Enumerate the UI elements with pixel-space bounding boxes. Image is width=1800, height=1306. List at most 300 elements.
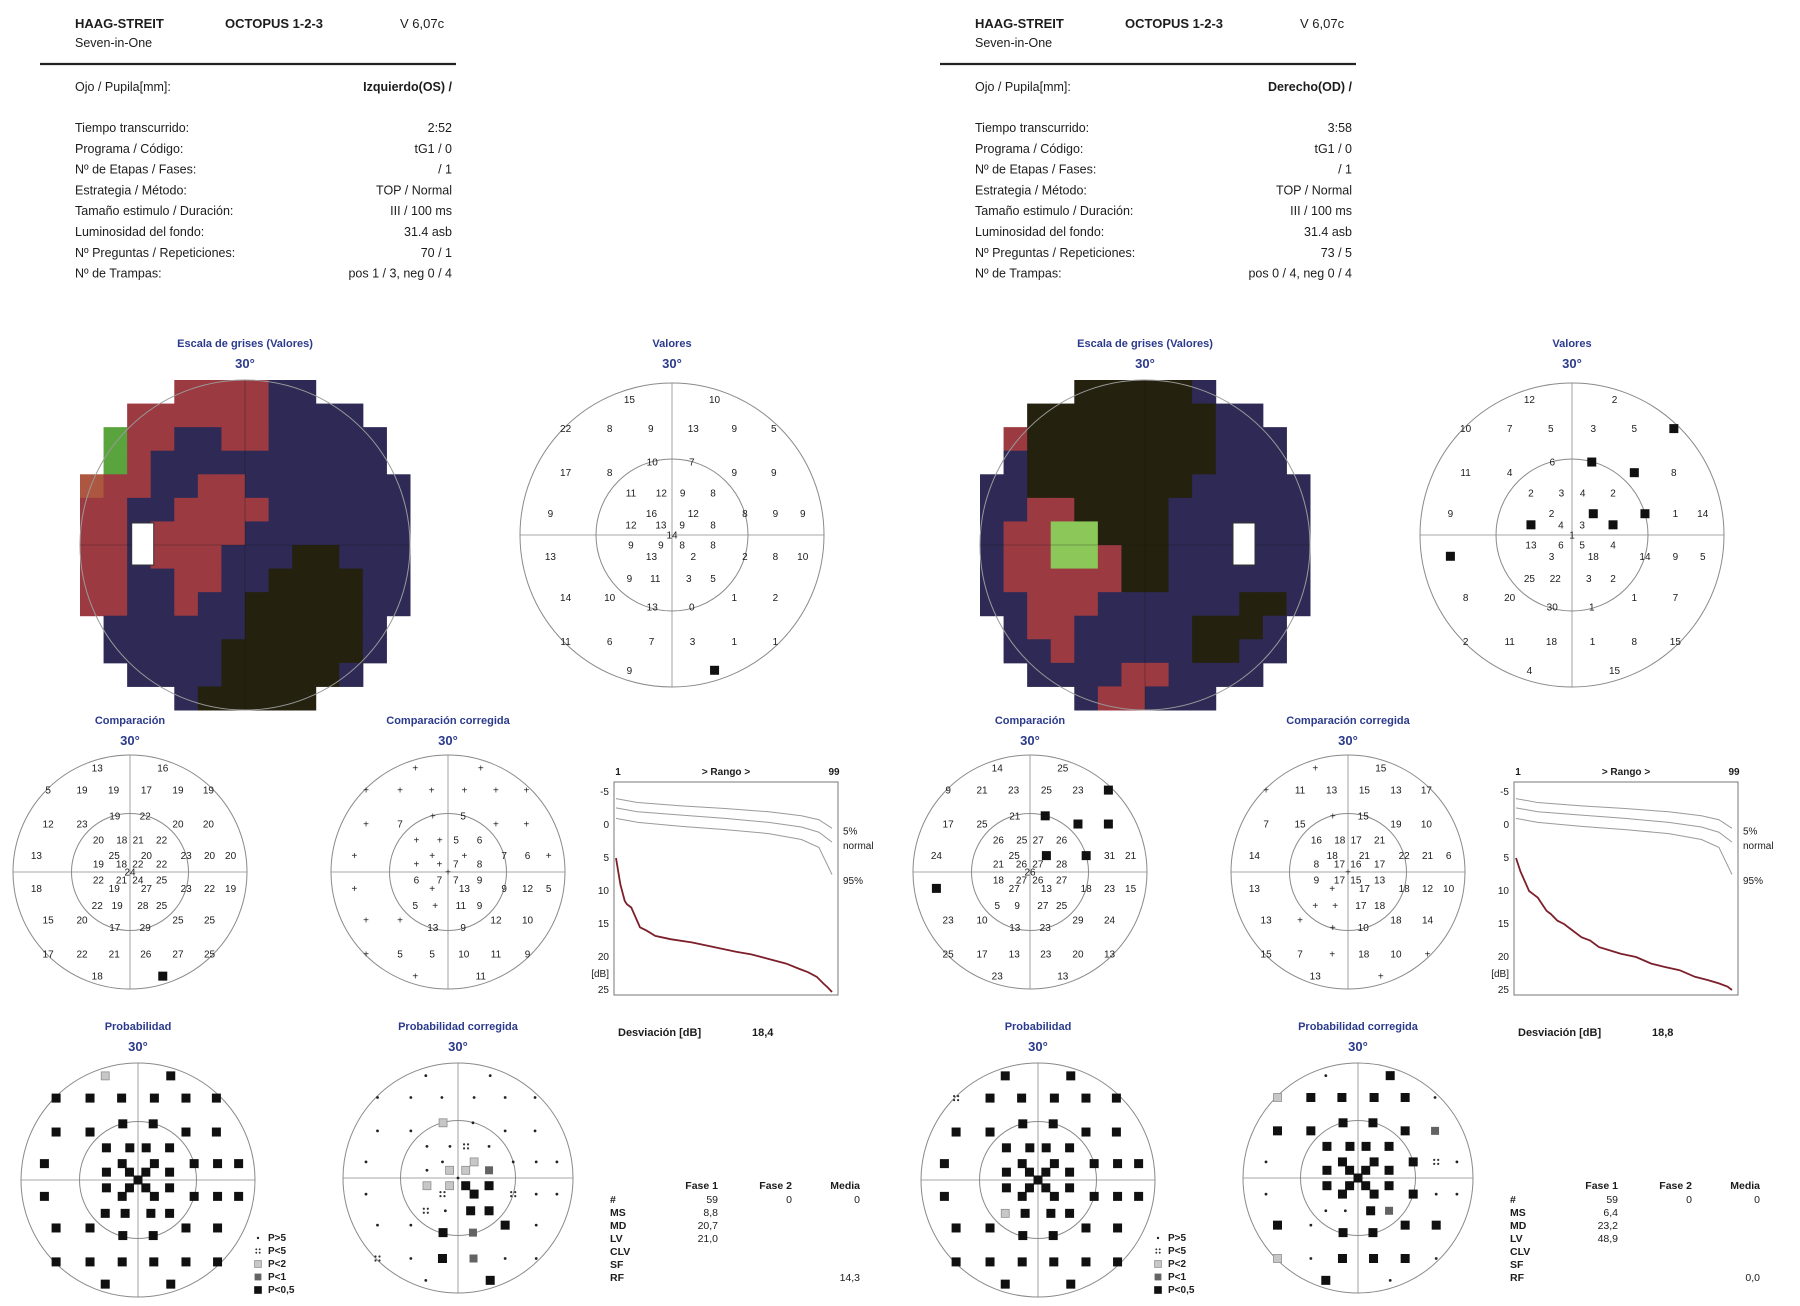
svg-text:19: 19	[92, 859, 104, 871]
p-lt05-square	[101, 1280, 110, 1289]
rango-right-label: normal	[843, 841, 874, 853]
svg-text:8: 8	[476, 859, 483, 871]
brand-name: HAAG-STREIT	[75, 16, 164, 31]
svg-text:13: 13	[687, 424, 699, 436]
map-cell	[151, 427, 175, 451]
p-lt5-dots	[1155, 1252, 1157, 1254]
p-gt5-dot	[1434, 1096, 1437, 1099]
svg-text:26: 26	[992, 835, 1004, 847]
svg-text:1: 1	[1672, 509, 1679, 521]
svg-text:5: 5	[771, 424, 777, 436]
p-gt5-dot	[457, 1177, 460, 1180]
svg-text:26: 26	[1015, 859, 1028, 871]
p-lt5-dots	[1155, 1248, 1157, 1250]
map-cell	[316, 592, 340, 616]
p-lt1-square	[1431, 1127, 1439, 1135]
comparacion-corregida-chart	[331, 715, 565, 989]
p-gt5-dot	[473, 1096, 476, 1099]
param-value: III / 100 ms	[390, 204, 452, 219]
map-cell	[1169, 545, 1193, 569]
p-lt05-square	[1018, 1231, 1027, 1240]
map-cell	[269, 616, 293, 640]
svg-text:15: 15	[42, 915, 54, 927]
map-cell	[174, 569, 198, 593]
svg-text:14: 14	[1697, 509, 1709, 521]
svg-text:1: 1	[772, 636, 779, 648]
map-cell	[1216, 616, 1240, 640]
map-cell	[1169, 686, 1193, 710]
brand-name: HAAG-STREIT	[975, 16, 1064, 31]
map-cell	[292, 498, 316, 522]
svg-text:18: 18	[30, 883, 42, 895]
p-lt05-square	[1113, 1223, 1122, 1232]
map-cell	[1169, 498, 1193, 522]
map-cell	[339, 498, 363, 522]
svg-text:20: 20	[202, 819, 214, 831]
desviacion-value: 18,4	[752, 1027, 774, 1039]
p-lt05-square	[181, 1223, 190, 1232]
map-cell	[221, 380, 245, 404]
svg-text:22: 22	[156, 835, 168, 847]
map-cell	[104, 474, 128, 498]
svg-text:12: 12	[521, 883, 534, 895]
svg-text:19: 19	[111, 900, 123, 912]
p-gt5-dot	[449, 1145, 452, 1148]
p-lt05-square	[1339, 1228, 1348, 1237]
param-value: 73 / 5	[1320, 245, 1352, 260]
param-value: 3:58	[1327, 121, 1352, 135]
map-cell	[1263, 569, 1287, 593]
p-gt5-dot	[535, 1224, 538, 1227]
map-cell	[127, 663, 151, 687]
software-version: V 6,07c	[1300, 16, 1345, 31]
p-lt05-square	[1049, 1257, 1058, 1266]
svg-text:23: 23	[1039, 923, 1051, 935]
map-cell	[151, 592, 175, 616]
map-cell	[386, 592, 410, 616]
rango-ytick: 25	[597, 985, 609, 996]
svg-text:27: 27	[172, 949, 184, 961]
map-cell	[104, 427, 128, 451]
comparacion-corregida-chart-degree-label: 30°	[438, 733, 458, 748]
svg-text:2: 2	[742, 551, 748, 563]
map-cell	[1074, 451, 1098, 475]
p-lt05-square	[940, 1159, 949, 1168]
defect-square	[1587, 458, 1596, 467]
p-lt05-square	[1002, 1168, 1011, 1177]
p-lt05-square	[234, 1159, 243, 1168]
map-cell	[1192, 592, 1216, 616]
svg-text:3: 3	[1590, 424, 1597, 436]
p-gt5-dot	[1265, 1161, 1268, 1164]
map-cell	[221, 545, 245, 569]
map-cell	[1216, 427, 1240, 451]
map-cell	[80, 592, 104, 616]
stats-col-header: Fase 2	[759, 1180, 792, 1192]
rango-ytick: 20	[1497, 952, 1509, 963]
svg-text:+: +	[1345, 867, 1351, 879]
svg-text:20: 20	[92, 835, 104, 847]
p-lt1-square	[469, 1229, 477, 1237]
map-cell	[1098, 404, 1122, 428]
p-lt05-square	[1017, 1094, 1026, 1103]
map-cell	[127, 474, 151, 498]
map-cell	[339, 592, 363, 616]
svg-text:13: 13	[1525, 540, 1537, 552]
map-cell	[1145, 616, 1169, 640]
probabilidad-corregida-chart-title: Probabilidad corregida	[398, 1021, 518, 1033]
p-gt5-dot	[1324, 1209, 1327, 1212]
map-cell	[1121, 427, 1145, 451]
svg-text:25: 25	[976, 819, 988, 831]
probability-legend	[254, 1233, 295, 1296]
map-cell	[1027, 545, 1051, 569]
p-lt05-square	[150, 1192, 159, 1201]
defect-square	[1609, 520, 1618, 529]
svg-text:22: 22	[92, 875, 104, 887]
map-cell	[292, 521, 316, 545]
svg-text:21: 21	[132, 835, 144, 847]
defect-square	[1104, 786, 1113, 795]
svg-text:10: 10	[708, 395, 721, 407]
svg-text:1: 1	[1589, 636, 1596, 648]
map-cell	[316, 451, 340, 475]
p-gt5-dot	[376, 1129, 379, 1132]
map-cell	[198, 427, 222, 451]
map-cell	[198, 498, 222, 522]
p-lt05-square	[181, 1128, 190, 1137]
svg-text:+: +	[412, 763, 419, 775]
map-cell	[221, 451, 245, 475]
svg-text:26: 26	[140, 949, 152, 961]
p-lt05-square	[485, 1181, 494, 1190]
stats-col-header: Fase 2	[1659, 1180, 1692, 1192]
svg-text:+: +	[1329, 811, 1336, 823]
svg-text:4: 4	[1506, 468, 1513, 480]
map-cell	[174, 451, 198, 475]
p-lt05-square	[52, 1257, 61, 1266]
svg-text:+: +	[493, 785, 499, 797]
device-model: OCTOPUS 1-2-3	[1125, 16, 1224, 31]
stats-value: 14,3	[839, 1272, 860, 1284]
svg-text:25: 25	[108, 851, 120, 863]
p-lt05-square	[438, 1254, 447, 1263]
map-cell	[104, 639, 128, 663]
map-cell	[980, 474, 1004, 498]
p-lt05-square	[165, 1183, 174, 1192]
map-cell	[1074, 569, 1098, 593]
svg-text:11: 11	[1294, 785, 1306, 797]
map-cell	[292, 427, 316, 451]
map-cell	[1051, 498, 1075, 522]
rango-right-label: 5%	[843, 826, 858, 838]
svg-text:21: 21	[1421, 851, 1434, 863]
p-lt05-square	[1066, 1280, 1075, 1289]
rango-bebie-chart-frame	[614, 782, 838, 995]
p-lt5-dots	[514, 1195, 516, 1197]
map-cell	[1263, 474, 1287, 498]
param-label: Estrategia / Método:	[75, 183, 187, 198]
valores-chart	[1420, 338, 1724, 687]
rango-right-label: 5%	[1743, 826, 1758, 838]
map-cell	[127, 427, 151, 451]
map-cell	[221, 639, 245, 663]
p-lt05-square	[1321, 1276, 1330, 1285]
p-lt05-square	[1361, 1166, 1370, 1175]
map-cell	[1074, 592, 1098, 616]
param-value: / 1	[438, 162, 452, 177]
map-cell	[174, 521, 198, 545]
p-lt05-square	[1018, 1257, 1027, 1266]
p-lt5-dots	[255, 1252, 257, 1254]
p-lt05-square	[125, 1143, 134, 1152]
p-lt5-dots	[957, 1095, 959, 1097]
svg-text:17: 17	[976, 949, 988, 961]
p-lt5-dots	[1159, 1248, 1161, 1250]
svg-text:27: 27	[1037, 900, 1049, 912]
svg-text:23: 23	[76, 819, 88, 831]
map-cell	[1192, 545, 1216, 569]
stats-row-label: MS	[610, 1207, 626, 1219]
p-lt05-square	[118, 1231, 127, 1240]
map-cell	[151, 521, 175, 545]
svg-text:17: 17	[1374, 859, 1386, 871]
map-cell	[363, 427, 387, 451]
p-lt05-square	[1081, 1223, 1090, 1232]
map-cell	[1027, 616, 1051, 640]
p-lt2-square	[101, 1072, 109, 1080]
param-label: Nº de Trampas:	[975, 266, 1062, 281]
probabilidad-chart-title: Probabilidad	[104, 1021, 172, 1033]
svg-text:31: 31	[1103, 851, 1116, 863]
svg-text:21: 21	[108, 949, 120, 961]
map-cell	[1169, 663, 1193, 687]
p-lt05-square	[1345, 1181, 1354, 1190]
defect-square	[1669, 424, 1678, 433]
p-lt05-square	[1368, 1228, 1377, 1237]
map-cell	[1145, 427, 1169, 451]
svg-text:+: +	[1424, 949, 1431, 961]
svg-text:19: 19	[108, 785, 120, 797]
defect-square	[1630, 468, 1639, 477]
map-cell	[127, 616, 151, 640]
map-cell	[198, 404, 222, 428]
rango-ytick: 25	[1497, 985, 1509, 996]
p-lt05-square	[146, 1209, 155, 1218]
map-cell	[1121, 451, 1145, 475]
stats-row-label: CLV	[1510, 1246, 1531, 1258]
svg-text:+: +	[429, 851, 436, 863]
p-lt2-square	[446, 1182, 454, 1190]
map-cell	[221, 474, 245, 498]
p-lt05-square	[1338, 1190, 1347, 1199]
svg-text:29: 29	[1072, 915, 1084, 927]
map-cell	[363, 616, 387, 640]
map-cell	[1004, 474, 1028, 498]
svg-text:17: 17	[1350, 835, 1362, 847]
p-lt05-square	[1065, 1183, 1074, 1192]
map-cell	[1027, 474, 1051, 498]
p-lt5-dots	[378, 1259, 380, 1261]
svg-text:15: 15	[1350, 875, 1362, 887]
rango-ytick: 15	[597, 919, 609, 930]
stats-row-label: #	[610, 1194, 616, 1206]
rango-ytick: -5	[600, 787, 609, 798]
param-label: Programa / Código:	[75, 141, 184, 156]
svg-text:25: 25	[1016, 835, 1028, 847]
p-lt05-square	[1401, 1221, 1410, 1230]
map-cell	[1027, 404, 1051, 428]
svg-text:12: 12	[1421, 883, 1434, 895]
map-cell	[198, 616, 222, 640]
comparacion-chart	[13, 715, 247, 989]
defect-square	[1082, 851, 1091, 860]
p-lt2-square	[1274, 1094, 1282, 1102]
p-lt05-square	[1025, 1168, 1034, 1177]
p-lt05-square	[52, 1223, 61, 1232]
map-cell	[1216, 569, 1240, 593]
p-lt05-square	[125, 1168, 134, 1177]
probabilidad-chart	[21, 1021, 255, 1297]
map-cell	[339, 639, 363, 663]
map-cell	[1121, 380, 1145, 404]
svg-text:+: +	[461, 851, 468, 863]
p-lt05-square	[466, 1206, 475, 1215]
map-cell	[1145, 639, 1169, 663]
svg-text:18: 18	[116, 835, 128, 847]
svg-text:5: 5	[1631, 424, 1638, 436]
svg-text:20: 20	[76, 915, 88, 927]
map-cell	[339, 427, 363, 451]
map-cell	[151, 545, 175, 569]
svg-text:8: 8	[772, 551, 779, 563]
map-cell	[1286, 521, 1310, 545]
map-cell	[339, 521, 363, 545]
svg-text:23: 23	[1040, 949, 1052, 961]
p-lt2-square	[423, 1182, 431, 1190]
svg-text:+: +	[1329, 883, 1336, 895]
svg-text:12: 12	[1523, 395, 1536, 407]
svg-text:25: 25	[942, 949, 954, 961]
map-cell	[269, 451, 293, 475]
svg-text:15: 15	[1608, 665, 1621, 677]
svg-text:29: 29	[139, 923, 151, 935]
map-cell	[1121, 474, 1145, 498]
svg-text:+: +	[351, 851, 358, 863]
p-lt05-square	[485, 1206, 494, 1215]
rango-ytick: 5	[1503, 853, 1509, 864]
grayscale-map-degree-label: 30°	[1135, 356, 1155, 371]
p-lt05-square	[1409, 1157, 1418, 1166]
stats-row-label: CLV	[610, 1246, 631, 1258]
p-lt05-square	[1370, 1190, 1379, 1199]
rango-title: > Rango >	[701, 767, 751, 778]
map-cell	[1121, 592, 1145, 616]
p-lt05-square	[1041, 1168, 1050, 1177]
svg-text:14: 14	[560, 592, 572, 604]
legend-label: P<2	[1168, 1259, 1187, 1270]
p-lt05-square	[141, 1168, 150, 1177]
map-cell	[1027, 663, 1051, 687]
map-cell	[1216, 592, 1240, 616]
svg-text:5: 5	[994, 900, 1001, 912]
p-lt05-square	[121, 1209, 130, 1218]
map-cell	[151, 639, 175, 663]
p-lt05-square	[986, 1257, 995, 1266]
svg-text:4: 4	[1610, 540, 1616, 552]
p-lt1-square	[1155, 1274, 1162, 1281]
map-cell	[174, 663, 198, 687]
p-lt05-square	[470, 1190, 479, 1199]
svg-text:13: 13	[427, 923, 439, 935]
svg-text:5: 5	[460, 811, 466, 823]
svg-text:1: 1	[731, 636, 738, 648]
svg-text:13: 13	[1040, 883, 1052, 895]
map-cell	[245, 521, 269, 545]
map-cell	[269, 686, 293, 710]
svg-text:27: 27	[1032, 859, 1044, 871]
stats-table	[610, 1180, 860, 1284]
svg-text:11: 11	[625, 488, 637, 500]
stats-col-header: Fase 1	[685, 1180, 718, 1192]
p-lt5-dots	[1433, 1163, 1435, 1165]
normal-band-curve	[1516, 808, 1732, 842]
p-lt05-square	[1368, 1118, 1377, 1127]
svg-text:4: 4	[1526, 665, 1533, 677]
map-cell	[316, 545, 340, 569]
p-gt5-dot	[424, 1279, 427, 1282]
map-cell	[292, 616, 316, 640]
p-lt05-square	[1154, 1286, 1162, 1294]
svg-text:26: 26	[1024, 867, 1036, 879]
svg-text:14: 14	[666, 530, 678, 542]
map-cell	[104, 521, 128, 545]
svg-text:+: +	[397, 915, 403, 927]
map-cell	[1286, 498, 1310, 522]
map-cell	[1098, 474, 1122, 498]
stats-value: 20,7	[697, 1220, 718, 1232]
svg-text:0: 0	[688, 602, 695, 614]
svg-text:+: +	[461, 785, 468, 797]
map-cell	[1121, 545, 1145, 569]
p-lt05-square	[1113, 1159, 1122, 1168]
map-cell	[1051, 569, 1075, 593]
map-cell	[386, 498, 410, 522]
p-lt05-square	[1042, 1143, 1051, 1152]
svg-text:9: 9	[524, 949, 531, 961]
svg-text:+: +	[1377, 971, 1384, 983]
svg-text:5: 5	[1579, 540, 1585, 552]
svg-text:6: 6	[524, 851, 531, 863]
svg-text:24: 24	[930, 851, 942, 863]
map-cell	[151, 569, 175, 593]
stats-value: 23,2	[1597, 1220, 1618, 1232]
svg-text:15: 15	[1669, 636, 1681, 648]
normal-band-curve	[616, 808, 832, 842]
svg-text:13: 13	[1103, 949, 1116, 961]
p-gt5-dot	[535, 1193, 538, 1196]
valores-chart-title: Valores	[1552, 338, 1592, 350]
rango-ytick: 5	[603, 853, 609, 864]
map-cell	[1121, 569, 1145, 593]
p-gt5-dot	[1456, 1193, 1459, 1196]
p-lt2-square	[470, 1158, 478, 1166]
stats-row-label: LV	[610, 1233, 623, 1245]
desviacion-row	[1518, 1027, 1673, 1039]
map-cell	[1286, 545, 1310, 569]
map-cell	[127, 498, 151, 522]
svg-text:9: 9	[628, 540, 634, 552]
